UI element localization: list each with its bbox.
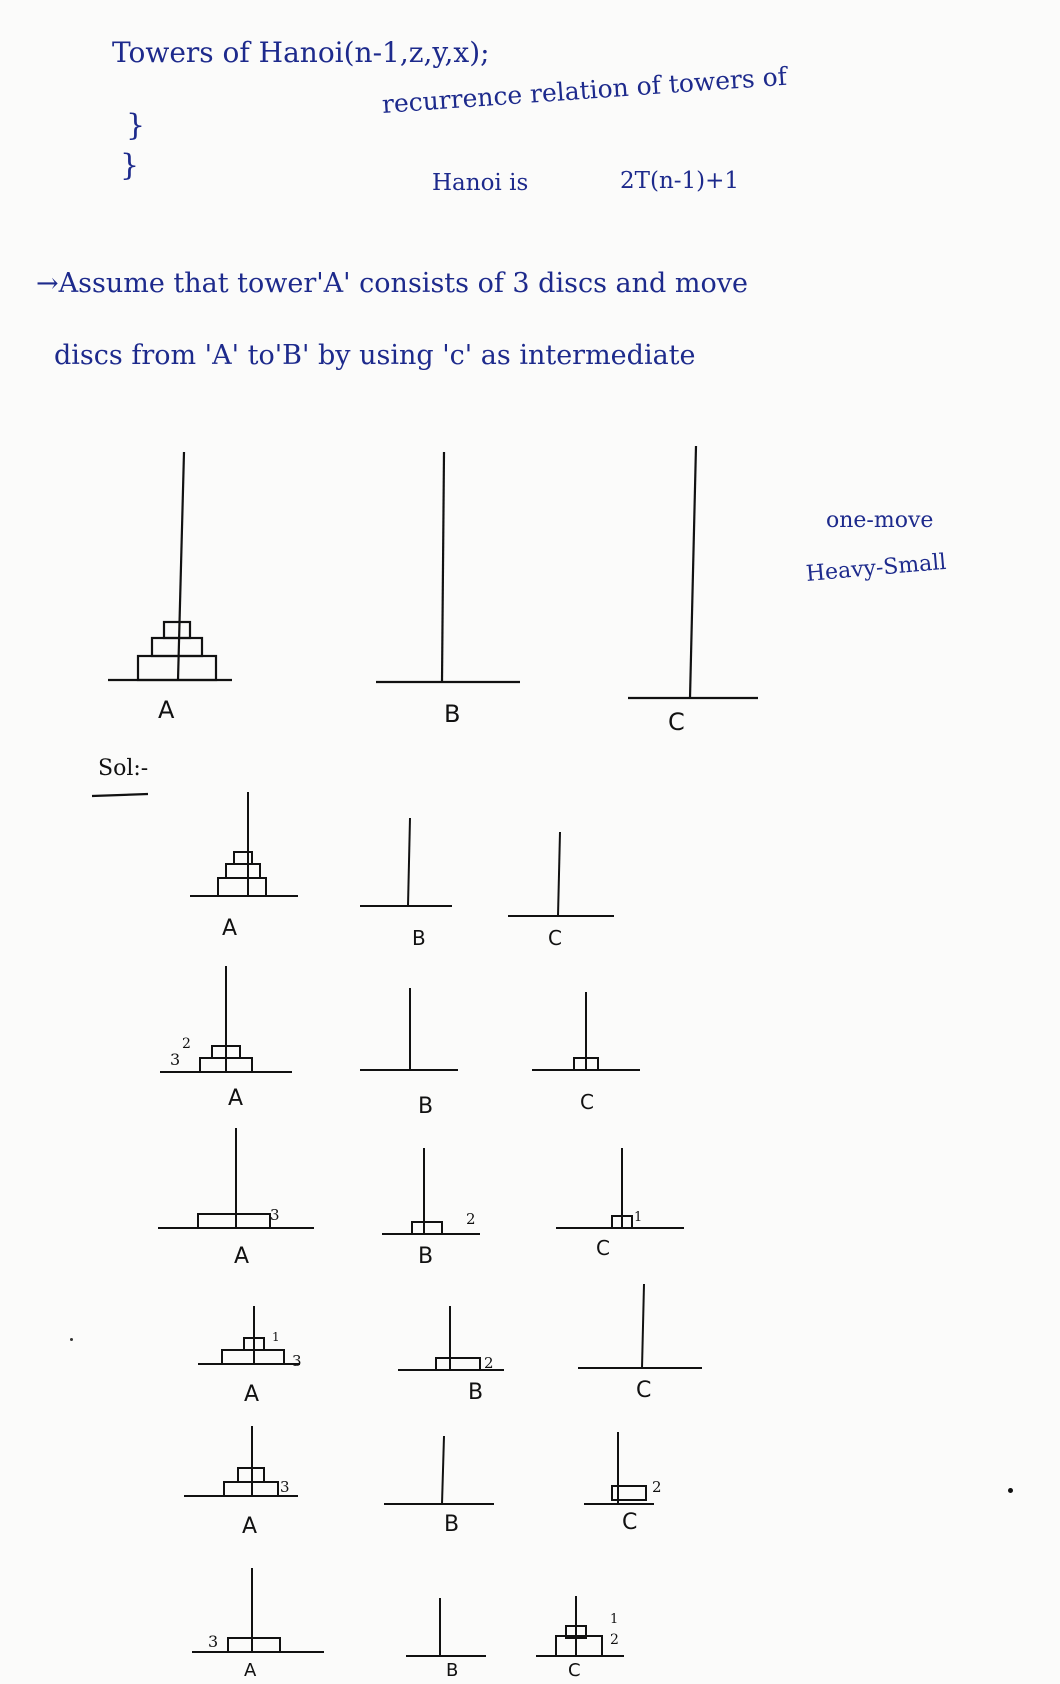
step-2-note-2: 2 — [182, 1036, 191, 1052]
step-1-label-a: A — [222, 916, 238, 941]
step-5-note-3: 3 — [280, 1478, 290, 1496]
step-6-note-3: 3 — [208, 1632, 219, 1651]
step-6 — [192, 1568, 624, 1656]
brace-1: } — [126, 108, 146, 143]
step-4-label-b: B — [468, 1380, 484, 1405]
step-2 — [160, 966, 640, 1072]
step-3-label-c: C — [596, 1236, 610, 1260]
step-4 — [198, 1284, 702, 1370]
step-5-label-c: C — [622, 1510, 638, 1535]
side-note-line1: one-move — [826, 508, 934, 533]
step-2-label-c: C — [580, 1090, 594, 1114]
step-1 — [190, 792, 614, 916]
recurrence-note-line2b: 2T(n-1)+1 — [620, 168, 740, 194]
step-6-label-c: C — [568, 1660, 581, 1681]
step-2-label-b: B — [418, 1094, 434, 1119]
step-2-label-a: A — [228, 1086, 244, 1111]
step-4-label-a: A — [244, 1382, 260, 1407]
stray-dot-left — [70, 1338, 73, 1341]
step-4-label-c: C — [636, 1378, 652, 1403]
step-6-label-b: B — [446, 1660, 459, 1681]
brace-2: } — [120, 148, 140, 183]
step-4-note-3: 3 — [292, 1352, 302, 1370]
step-6-note-2: 2 — [610, 1632, 619, 1648]
step-4-note-2: 2 — [484, 1354, 494, 1372]
step-3 — [158, 1128, 684, 1234]
step-1-label-c: C — [548, 926, 562, 950]
step-5 — [184, 1426, 654, 1504]
step-1-label-b: B — [412, 926, 426, 950]
assume-line1: →Assume that tower'A' consists of 3 discs and move — [36, 268, 748, 299]
tower-c-label: C — [668, 708, 685, 736]
step-3-label-a: A — [234, 1244, 250, 1269]
code-line: Towers of Hanoi(n-1,z,y,x); — [112, 36, 490, 69]
step-2-note-3: 3 — [170, 1050, 181, 1069]
stray-dot-right — [1008, 1488, 1013, 1493]
assume-line2: discs from 'A' to'B' by using 'c' as intermediate — [54, 340, 696, 371]
tower-b-label: B — [444, 700, 461, 728]
side-note-line2: Heavy-Small — [804, 549, 948, 587]
step-5-label-b: B — [444, 1512, 460, 1537]
step-4-note-1: 1 — [272, 1330, 280, 1344]
step-3-note-3: 3 — [270, 1206, 280, 1224]
step-6-label-a: A — [244, 1660, 257, 1681]
step-3-note-1: 1 — [634, 1210, 643, 1225]
step-5-label-a: A — [242, 1514, 258, 1539]
solution-label: Sol:- — [98, 756, 149, 781]
recurrence-note-line1: recurrence relation of towers of — [380, 61, 788, 119]
tower-a-label: A — [158, 696, 175, 724]
step-5-note-2: 2 — [652, 1478, 662, 1496]
recurrence-note-line2a: Hanoi is — [432, 170, 529, 196]
step-6-note-1: 1 — [610, 1612, 619, 1627]
step-3-note-2: 2 — [466, 1210, 476, 1228]
step-3-label-b: B — [418, 1244, 434, 1269]
